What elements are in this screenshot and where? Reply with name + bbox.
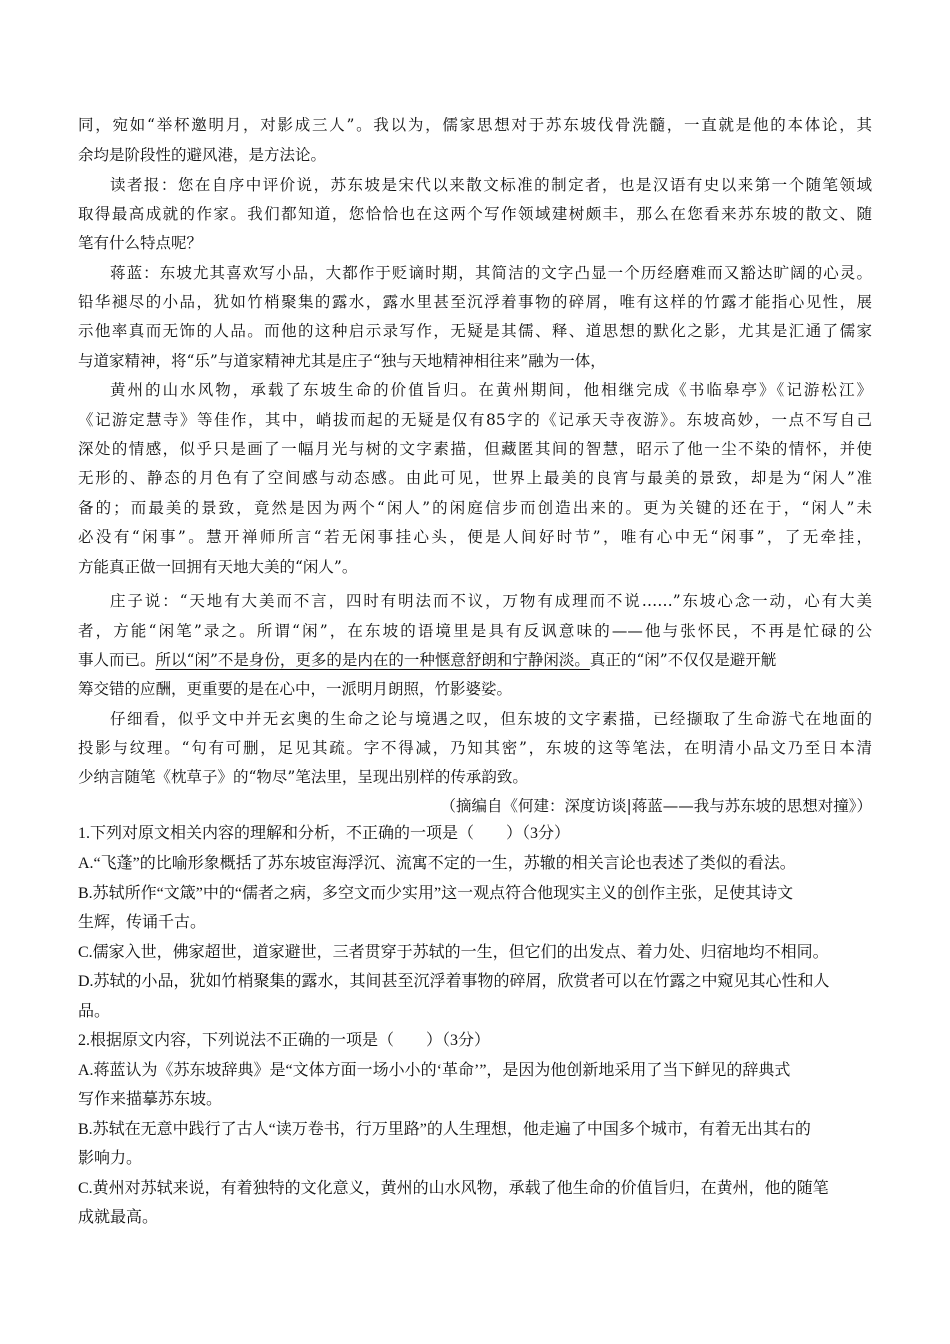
- article-line-mixed: [78, 649, 872, 671]
- article-line: 笔有什么特点呢？: [78, 234, 203, 252]
- question-2-option-b: B.苏轼在无意中践行了古人“读万卷书，行万里路”的人生理想，他走遍了中国多个城市，有着无出其右的: [78, 1121, 811, 1138]
- question-1-option-d-cont: 品。: [78, 1003, 111, 1020]
- question-1-stem: 1.下列对原文相关内容的理解和分析，不正确的一项是（ ）（3分）: [78, 825, 571, 842]
- article-line: 仔细看，似乎文中并无玄奥的生命之论与境遇之叹，但东坡的文字素描，已经撷取了生命游弋在地面的: [110, 710, 872, 728]
- question-1-option-c: C.儒家入世，佛家超世，道家避世，三者贯穿于苏轼的一生，但它们的出发点、着力处、归宿地均不相同。: [78, 944, 829, 961]
- question-1-option-b: B.苏轼所作“文箴”中的“儒者之病，多空文而少实用”这一观点符合他现实主义的创作主张，足使其诗文: [78, 885, 794, 902]
- article-line: 《记游定慧寺》等佳作，其中，峭拔而起的无疑是仅有85字的《记承天寺夜游》。东坡高妙，一点不写自己: [78, 411, 872, 429]
- question-2-option-c-cont: 成就最高。: [78, 1209, 159, 1226]
- article-line: 无形的、静态的月色有了空间感与动态感。由此可见，世界上最美的良宵与最美的景致，却是为“闲人”准: [78, 469, 872, 487]
- article-line: 少纳言随笔《枕草子》的“物尽”笔法里，呈现出别样的传承韵致。: [78, 768, 528, 786]
- plain-text: 真正的“闲”不仅仅是避开觥: [589, 651, 777, 669]
- article-line: 同，宛如“举杯邀明月，对影成三人”。我以为，儒家思想对于苏东坡伐骨洗髓，一直就是他的本体论，其: [78, 116, 872, 134]
- question-2-option-b-cont: 影响力。: [78, 1150, 143, 1167]
- article-line: 深处的情感，似乎只是画了一幅月光与树的文字素描，但藏匿其间的智慧，昭示了他一尘不染的情怀，并使: [78, 440, 872, 458]
- article-line: 筹交错的应酬，更重要的是在心中，一派明月朗照，竹影婆娑。: [78, 680, 513, 698]
- question-1-option-d: D.苏轼的小品，犹如竹梢聚集的露水，其间甚至沉浮着事物的碎屑，欣赏者可以在竹露之中窥见其心性和人: [78, 973, 830, 990]
- question-2-option-a-cont: 写作来描摹苏东坡。: [78, 1091, 223, 1108]
- article-line: 示他率真而无饰的人品。而他的这种启示录写作，无疑是其儒、释、道思想的默化之影，尤其是汇通了儒家: [78, 322, 872, 340]
- article-line: 投影与纹理。“句有可删，足见其疏。字不得减，乃知其密”，东坡的这等笔法，在明清小品文乃至日本清: [78, 739, 872, 757]
- article-line: 余均是阶段性的避风港，是方法论。: [78, 146, 327, 164]
- article-line: 蒋蓝：东坡尤其喜欢写小品，大都作于贬谪时期，其简洁的文字凸显一个历经磨难而又豁达旷阔的心灵。: [110, 264, 872, 282]
- question-2-option-c: C.黄州对苏轼来说，有着独特的文化意义，黄州的山水风物，承载了他生命的价值旨归，在黄州，他的随笔: [78, 1180, 829, 1197]
- article-line: 取得最高成就的作家。我们都知道，您恰恰也在这两个写作领域建树颇丰，那么在您看来苏东坡的散文、随: [78, 205, 872, 223]
- underlined-sentence: 所以“闲”不是身份，更多的是内在的一种惬意舒朗和宁静闲淡。: [155, 651, 590, 669]
- question-2-option-a: A.蒋蓝认为《苏东坡辞典》是“文体方面一场小小的‘革命’”，是因为他创新地采用了当下鲜见的辞典式: [78, 1062, 791, 1079]
- article-line: 者，方能“闲笔”录之。所谓“闲”，在东坡的语境里是具有反讽意味的——他与张怀民，不再是忙碌的公: [78, 622, 872, 640]
- question-1-option-a: A.“飞蓬”的比喻形象概括了苏东坡宦海浮沉、流寓不定的一生，苏辙的相关言论也表述了类似的看法。: [78, 855, 796, 872]
- article-line: 方能真正做一回拥有天地大美的“闲人”。: [78, 558, 358, 576]
- article-line: 铅华褪尽的小品，犹如竹梢聚集的露水，露水里甚至沉浮着事物的碎屑，唯有这样的竹露才能指心见性，展: [78, 293, 872, 311]
- question-1-option-b-cont: 生辉，传诵千古。: [78, 914, 207, 931]
- question-2-stem: 2.根据原文内容，下列说法不正确的一项是（ ）（3分）: [78, 1032, 491, 1049]
- article-line: 读者报：您在自序中评价说，苏东坡是宋代以来散文标准的制定者，也是汉语有史以来第一个随笔领域: [110, 176, 872, 194]
- plain-text: 事人而已。: [78, 651, 156, 669]
- source-citation: （摘编自《何建：深度访谈|蒋蓝——我与苏东坡的思想对撞》）: [440, 797, 872, 815]
- article-line: 必没有“闲事”。慧开禅师所言“若无闲事挂心头，便是人间好时节”，唯有心中无“闲事”，了无牵挂，: [78, 528, 872, 546]
- article-line: 庄子说：“天地有大美而不言，四时有明法而不议，万物有成理而不说……”东坡心念一动，心有大美: [110, 592, 872, 610]
- article-line: 备的；而最美的景致，竟然是因为两个“闲人”的闲庭信步而创造出来的。更为关键的还在于，“闲人”未: [78, 499, 872, 517]
- article-line: 与道家精神，将“乐”与道家精神尤其是庄子“独与天地精神相往来”融为一体，: [78, 352, 606, 370]
- article-line: 黄州的山水风物，承载了东坡生命的价值旨归。在黄州期间，他相继完成《书临皋亭》《记游松江》: [110, 381, 872, 399]
